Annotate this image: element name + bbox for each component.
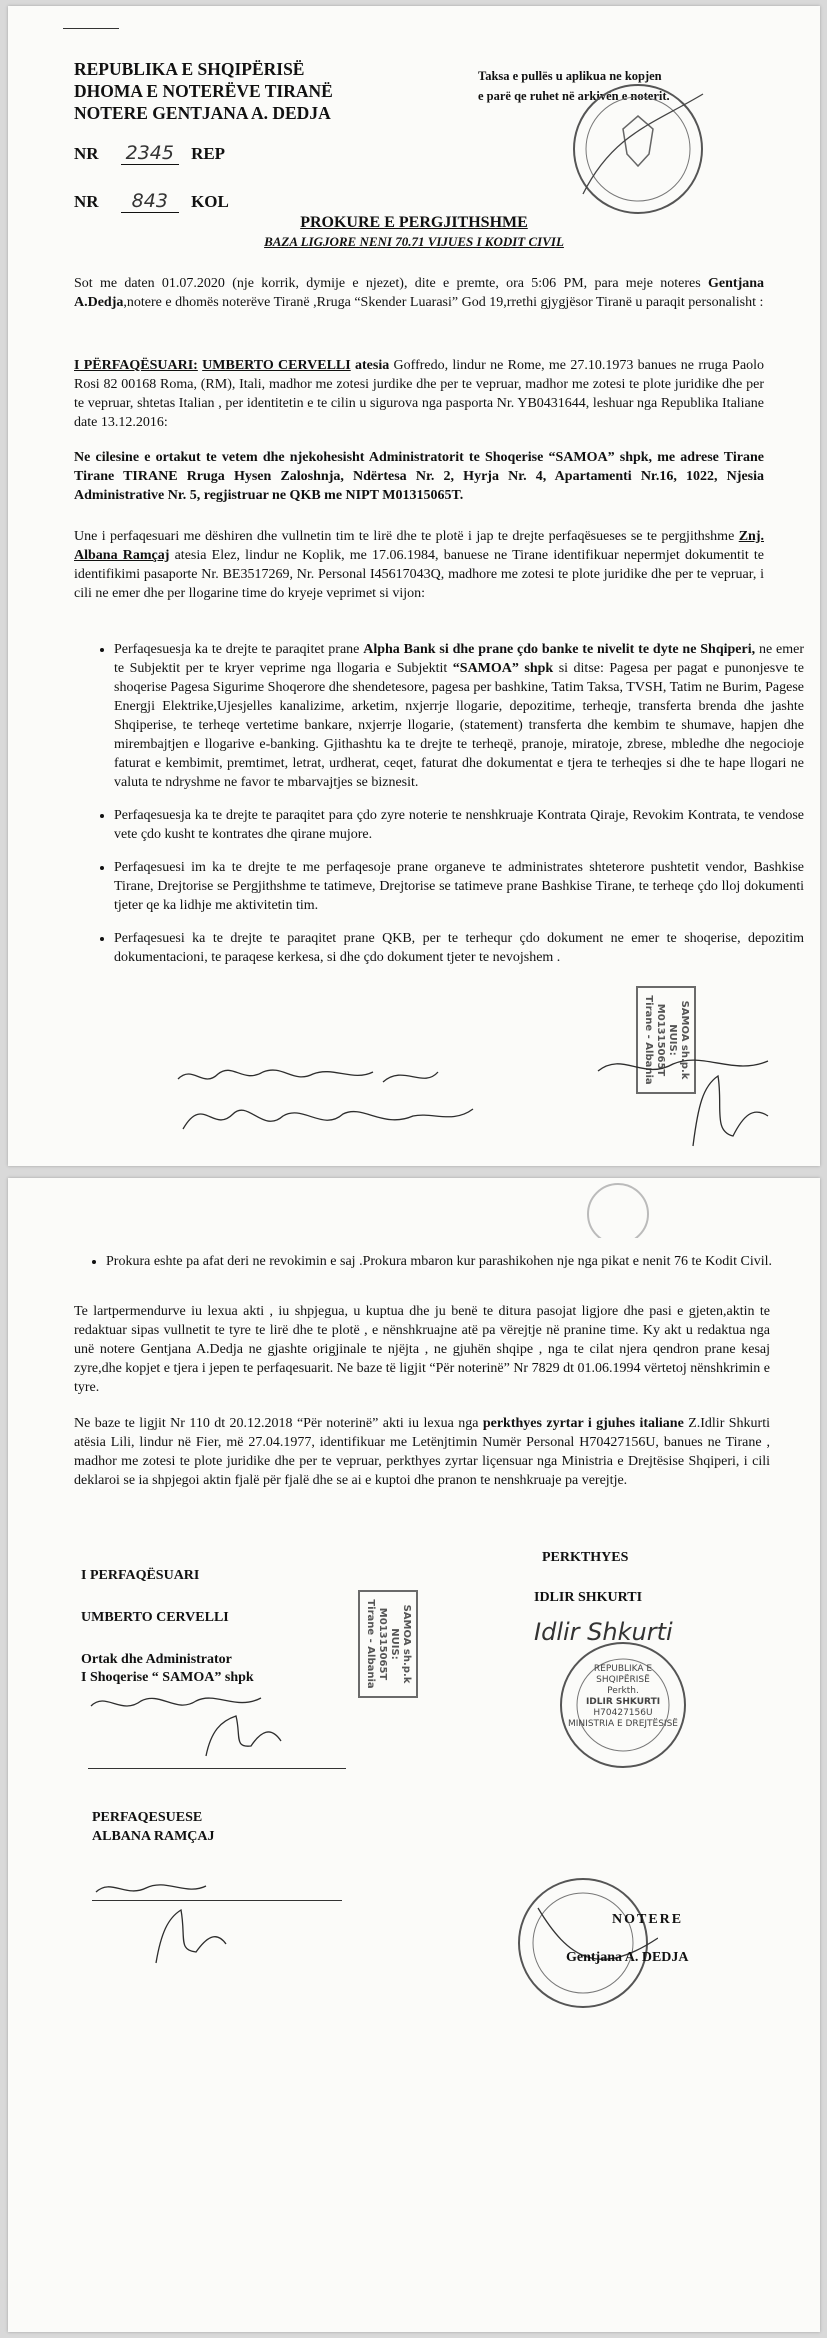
document-page-2 — [8, 1178, 820, 2332]
header-line-1: REPUBLIKA E SHQIPËRISË — [74, 59, 305, 79]
translator-block-name: IDLIR SHKURTI — [534, 1590, 643, 1605]
principal-text: Goffredo, lindur ne Rome, me 27.10.1973 banues ne rruga Paolo Rosi 82 00168 Roma, (RM), Itali, madhor me zotesi jurdike dhe per te vepruar, madhor me zotesi te plote juridike dhe per te vepruar, shtetas Italian , per identitetin e te cilin u sigurova nga pasporta Nr. YB0431644, leshuar nga Republika Italiane date 13.12.2016: — [74, 358, 765, 430]
mandate-paragraph — [74, 527, 764, 603]
notary-name: Gentjana A.Dedja — [74, 276, 765, 310]
rep-label: NR — [74, 144, 99, 163]
principal-role-1: Ortak dhe Administrator — [81, 1652, 232, 1667]
intro-paragraph — [74, 274, 764, 312]
signature-line-principal — [88, 1768, 346, 1769]
duration-item: • Prokura eshte pa afat deri ne revokimin e saj .Prokura mbaron kur parashikohen nje nga pikat e nenit 76 te Kodit Civil. — [106, 1252, 806, 1271]
signature-line-agent — [92, 1900, 342, 1901]
seal-top: REPUBLIKA E SHQIPËRISË — [593, 1664, 653, 1685]
kol-number: 843 — [121, 190, 179, 213]
principal-name: UMBERTO CERVELLI — [202, 358, 351, 373]
rep-number: 2345 — [121, 142, 179, 165]
seal-mid-3: H70427156U — [593, 1708, 653, 1718]
stamp2-line-2: NUIS: M01315065T — [377, 1607, 400, 1681]
principal-label: I PËRFAQËSUARI: — [74, 358, 198, 373]
signature-cervelli-icon — [173, 1054, 553, 1144]
power-2-text: Perfaqesuesja ka te drejte te paraqitet para çdo zyre noterie te nenshkruaje Kontrata Qiraje, Revokim Kontrata, te vendose vete çdo kusht te kontrates dhe qirane mujore. — [114, 808, 804, 842]
taksa-line-1: Taksa e pullës u aplikua ne kopjen — [478, 69, 662, 83]
translator-text-a: Ne baze te ligjit Nr 110 dt 20.12.2018 “Për noterinë” akti iu lexua nga — [74, 1416, 479, 1431]
header-line-2: DHOMA E NOTERËVE TIRANË — [74, 81, 333, 101]
power-1-company: “SAMOA” shpk — [452, 661, 554, 676]
stamp2-line-1: SAMOA sh.p.k — [401, 1604, 412, 1684]
notary-seal-icon — [563, 74, 713, 224]
faint-seal-icon — [568, 1182, 668, 1238]
power-item-contracts — [114, 806, 804, 844]
mandate-text-a: Une i perfaqesuari me dëshiren dhe vullnetin tim te lirë dhe te plotë i jap te drejte perfaqësueses se te pergjithshme — [74, 529, 735, 544]
notary-title: NOTERE — [612, 1912, 684, 1927]
rep-number-row — [74, 142, 225, 165]
mandate-text-b: atesia Elez, lindur ne Koplik, me 17.06.1984, banuese ne Tirane identifikuar nepermjet dokumentit te identifikimi pasaporte Nr. BE3517269, Nr. Personal I45617043Q, madhore me zotesi te plote juridike dhe per te vepruar, i cili ne emer dhe per llogarine time do kryeje veprimet si vijon: — [74, 548, 765, 601]
document-subtitle: BAZA LIGJORE NENI 70.71 VIJUES I KODIT CIVIL — [264, 234, 564, 249]
stamp2-line-3: Tirane - Albania — [365, 1599, 376, 1689]
power-3-text: Perfaqesuesi im ka te drejte te me perfaqesoje prane organeve te administrates shteterore pushtetit vendor, Bashkise Tirane, Drejtorise se Pergjithshme te tatimeve, Drejtorise se tatimeve prane Bashkise Tirane, te terheqe çdo lloj dokumenti tjeter qe ka lidhje me aktivitetin tim. — [114, 860, 804, 913]
duration-list — [66, 1252, 806, 1285]
power-4-text: Perfaqesuesi ka te drejte te paraqitet prane QKB, per te terhequr çdo dokument ne emer te shoqerise, depozitim dokumentacioni, te paraqese kerkesa, si dhe çdo dokument tjeter te nevojshem . — [114, 931, 804, 965]
power-1-text-a: Perfaqesuesja ka te drejte te paraqitet prane — [114, 642, 360, 657]
principal-role-2: I Shoqerise “ SAMOA” shpk — [81, 1670, 254, 1685]
principal-paragraph — [74, 356, 764, 432]
intro-text-a: Sot me daten 01.07.2020 (nje korrik, dymije e njezet), dite e premte, ora 5:06 PM, para meje noteres — [74, 276, 701, 291]
rep-suffix: REP — [191, 144, 226, 163]
stamp-line-1: SAMOA sh.p.k — [679, 1000, 690, 1080]
stamp-line-2: NUIS: M01315065T — [655, 1003, 678, 1077]
company-stamp-2 — [358, 1590, 418, 1698]
notary-seal-2-icon — [508, 1868, 658, 2018]
seal-mid-1: Perkth. — [607, 1686, 639, 1696]
power-item-qkb — [114, 929, 804, 967]
agent-name-2: ALBANA RAMÇAJ — [92, 1829, 215, 1844]
translator-seal-text — [568, 1664, 678, 1730]
seal-mid-2: IDLIR SHKURTI — [585, 1697, 661, 1707]
company-paragraph: Ne cilesine e ortakut te vetem dhe njekohesisht Administratorit te Shoqerise “SAMOA” shpk, me adrese Tirane Tirane TIRANE Rruga Hysen Zaloshnja, Ndërtesa Nr. 2, Hyrja Nr. 4, Apartamenti Nr.16, 1022, Njesia Administrative Nr. 5, regjistruar ne QKB me NIPT M01315065T. — [74, 450, 764, 503]
kol-label: NR — [74, 192, 99, 211]
kol-suffix: KOL — [191, 192, 229, 211]
stamp-line-3: Tirane - Albania — [643, 995, 654, 1085]
notary-name-2: Gentjana A. DEDJA — [566, 1950, 689, 1965]
power-item-banking — [114, 640, 804, 792]
principal-title: I PERFAQËSUARI — [81, 1568, 200, 1583]
seal-bottom: MINISTRIA E DREJTËSISË — [568, 1719, 678, 1729]
translator-block-title: PERKTHYES — [542, 1550, 629, 1565]
notary-header — [74, 58, 333, 124]
power-1-bank: Alpha Bank si dhe prane çdo banke te nivelit te dyte ne Shqiperi, — [363, 642, 756, 657]
reading-paragraph: Te lartpermendurve iu lexua akti , iu shpjegua, u kuptua dhe ju benë te ditura pasojat ligjore dhe pasi e gjeten,aktin te redaktuar sipas vullnetit te tyre te lirë dhe te plotë , e nënshkruajne atë pa vërejtje në pranine time. Ky akt u redaktua nga unë notere Gentjana A.Dedja ne gjashte origjinale te njëjta , ne gjuhën shqipe , nga te cilat njera qendron prane kesaj zyre,dhe kopjet e tjera i jepen te perfaqesuarit. Ne baze të ligjit “Për noterinë” Nr 7829 dt 01.06.1994 vërtetoj nënshkrimin e tyre. — [74, 1304, 770, 1395]
translator-text-b: Z.Idlir Shkurti atësia Lili, lindur në Fier, më 27.04.1977, identifikuar me Letënjtimin Numër Personal H70427156U, banues ne Tirane , madhor me zotesi te plote juridike dhe per te vepruar, perkthyes zyrtar liçensuar nga Ministria e Drejtësise Shqiperi, i cili deklaroi se ia shpjegoi aktin fjalë për fjalë dhe se ai e kuptoi dhe pranon te nenshkruaje pa verejtje. — [74, 1416, 770, 1488]
intro-text-c: ,notere e dhomës noterëve Tiranë ,Rruga “Skender Luarasi” God 19,rrethi gjygjësor Tiranë u paraqit personalisht : — [123, 295, 764, 310]
powers-list — [74, 640, 804, 981]
signature-ramcaj-icon — [593, 1046, 793, 1156]
translator-signature: Idlir Shkurti — [534, 1618, 673, 1646]
power-1-text-c: si ditse: Pagesa per pagat e punonjesve te shoqerise Pagesa Sigurime Shoqerore dhe shendetesore, pagesa per bashkine, Tatim Taksa, TVSH, Tatim ne Burim, Pagese Energji Elektrike,Ujesjelles kanalizime, arketim, nxjerrje llogarie, depozitime, terheqje, transferta brenda dhe jashte Shqiperise, te terheqe vertetime bankare, nxjerrje llogarie, (statement) transferta dhe kembim te shumave, hapjen dhe mirembajtjen e llogarive e-banking. Gjithashtu ka te drejte te terheqë, pranoje, miratoje, zbrese, mbledhe dhe negocioje faturat e kembimit, premtimet, letrat, urdherat, ceqet, faturat dhe dokumentat e tjera te terheqjes si dhe te hape llogari ne valuta te ndryshme ne favor te mbarvajtjes se biznesit. — [114, 661, 805, 790]
kol-number-row — [74, 190, 229, 213]
translator-title: perkthyes zyrtar i gjuhes italiane — [482, 1416, 684, 1431]
document-title: PROKURE E PERGJITHSHME — [300, 214, 528, 231]
document-page-1 — [8, 6, 820, 1166]
power-1-text-b: ne emer te Subjektit per te kryer veprime nga llogaria e Subjektit — [114, 642, 804, 676]
signature-cervelli-2-icon — [86, 1686, 346, 1764]
corner-mark — [63, 28, 119, 29]
header-line-3: NOTERE GENTJANA A. DEDJA — [74, 103, 331, 123]
principal-name-2: UMBERTO CERVELLI — [81, 1610, 229, 1625]
power-item-administration — [114, 858, 804, 915]
taksa-line-2: e parë qe ruhet në arkivën e noterit. — [478, 89, 670, 103]
agent-name: Znj. Albana Ramçaj — [74, 529, 764, 563]
translator-paragraph — [74, 1414, 770, 1490]
principal-atesia: atesia — [355, 358, 390, 373]
agent-title: PERFAQESUESE — [92, 1810, 203, 1825]
signature-ramcaj-2-icon — [86, 1868, 346, 1978]
